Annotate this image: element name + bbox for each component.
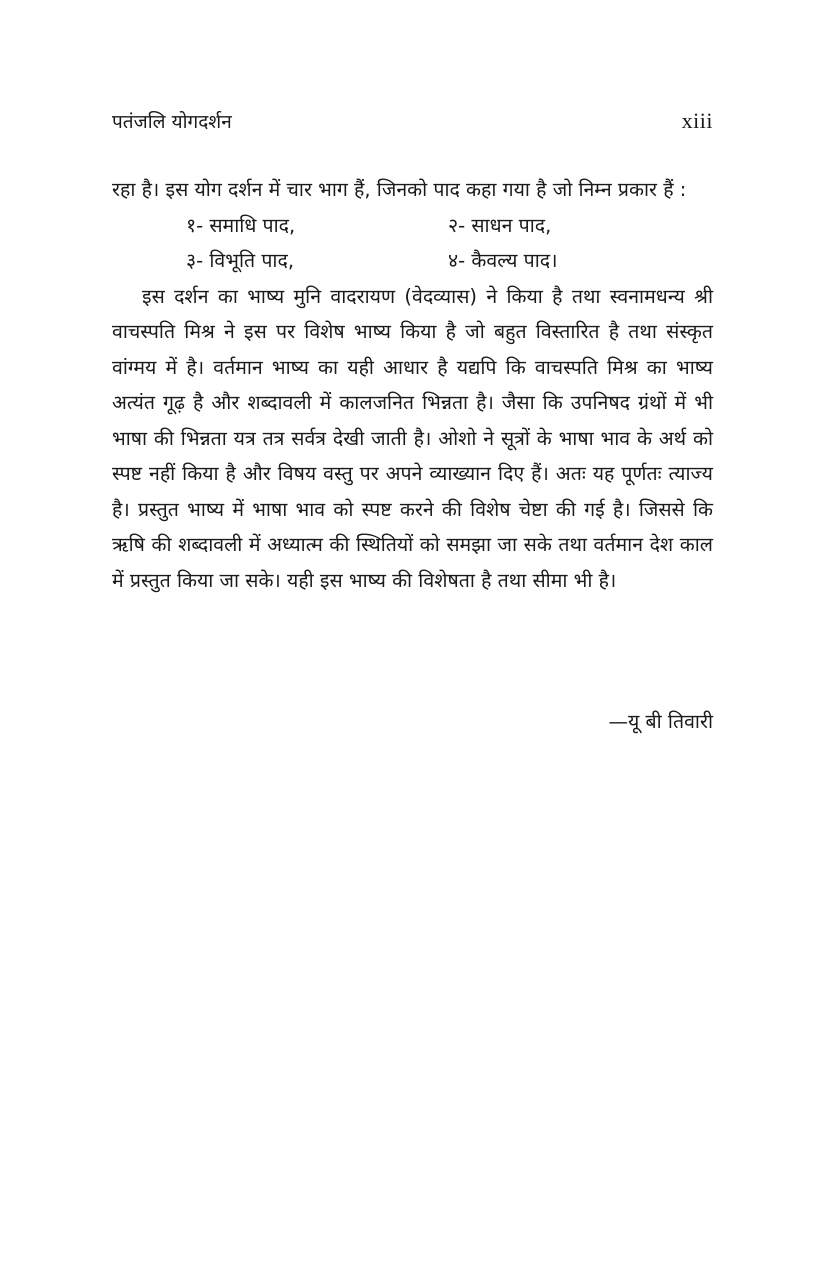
page-content [112, 172, 713, 598]
running-header [112, 108, 713, 138]
author-signature: —यू बी तिवारी [608, 710, 713, 733]
pada-item-samadhi: १- समाधि पाद, [186, 213, 296, 237]
intro-paragraph: रहा है। इस योग दर्शन में चार भाग हैं, जिनको पाद कहा गया है जो निम्न प्रकार हैं : [112, 178, 687, 201]
running-title: पतंजलि योगदर्शन [112, 111, 232, 133]
pada-list [112, 208, 713, 279]
pada-item-kaivalya: ४- कैवल्य पाद। [448, 249, 558, 272]
pada-item-vibhuti: ३- विभूति पाद, [186, 249, 295, 272]
pada-item-sadhana: २- साधन पाद, [448, 213, 552, 237]
main-paragraph: इस दर्शन का भाष्य मुनि वादरायण (वेदव्यास) ने किया है तथा स्वनामधन्य श्री वाचस्पति मिश्र ने इस पर विशेष भाष्य किया है जो बहुत विस्तारित है तथा संस्कृत वांग्मय में है। वर्तमान भाष्य का यही आधार है यद्यपि कि वाचस्पति मिश्र का भाष्य अत्यंत गूढ़ है और शब्दावली में कालजनित भिन्नता है। जैसा कि उपनिषद ग्रंथों में भी भाषा की भिन्नता यत्र तत्र सर्वत्र देखी जाती है। ओशो ने सूत्रों के भाषा भाव के अर्थ को स्पष्ट नहीं किया है और विषय वस्तु पर अपने व्याख्यान दिए हैं। अतः यह पूर्णतः त्याज्य है। प्रस्तुत भाष्य में भाषा भाव को स्पष्ट करने की विशेष चेष्टा की गई है। जिससे कि ऋषि की शब्दावली में अध्यात्म की स्थितियों को समझा जा सके तथा वर्तमान देश काल में प्रस्तुत किया जा सके। यही इस भाष्य की विशेषता है तथा सीमा भी है। [112, 284, 713, 592]
page-number: xiii [681, 108, 713, 133]
